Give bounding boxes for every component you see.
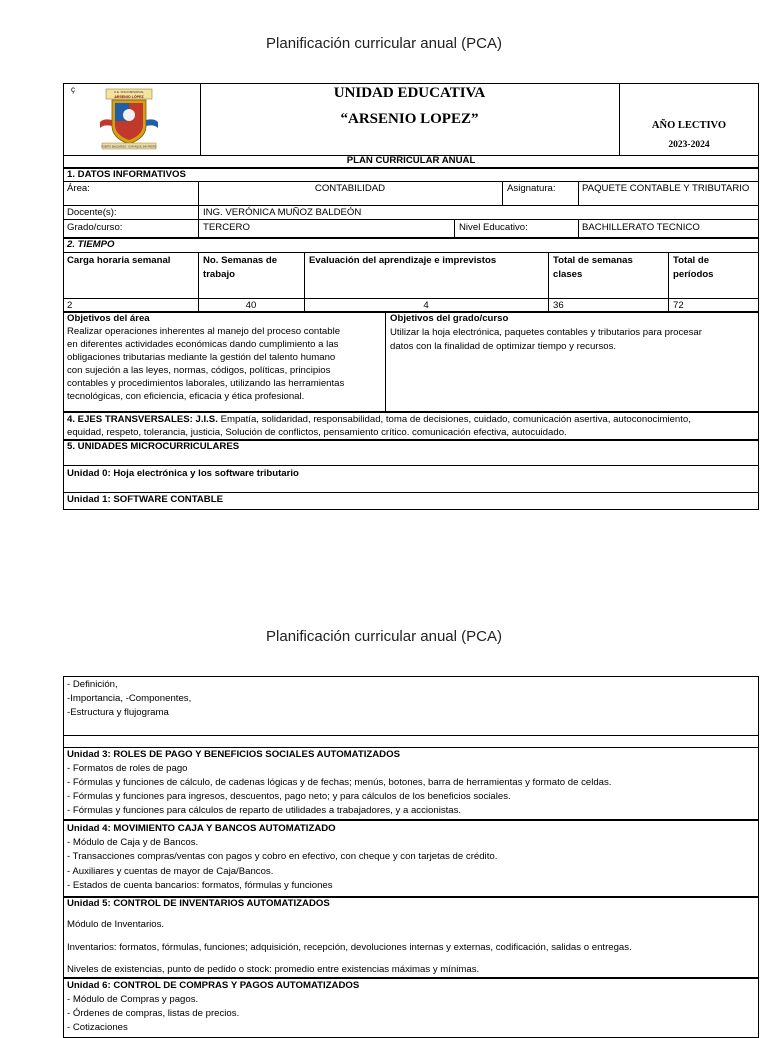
nivel-value: BACHILLERATO TECNICO: [582, 222, 700, 233]
unidad-5-item: Módulo de Inventarios.: [67, 919, 165, 930]
objetivos-area-text: Realizar operaciones inherentes al manejo del proceso contable en diferentes actividades económicas dando cumplimiento a las obligaciones tributarias mediante la gestión del talento humano con sujeción a las leyes, normas, códigos, políticas, principios contables y procedimientos laborales, utilizando las herramientas tecnológicas, con eficiencia, eficacia y ética profesional.: [67, 326, 345, 402]
logo-banner-top: U.E. FISCOMISIONAL: [113, 90, 145, 94]
tiempo-col-semanas-2: trabajo: [203, 269, 235, 280]
unidad-5-title: Unidad 5: CONTROL DE INVENTARIOS AUTOMATIZADOS: [67, 898, 330, 909]
tiempo-col-evaluacion: Evaluación del aprendizaje e imprevistos: [309, 255, 497, 266]
school-name: “ARSENIO LOPEZ”: [340, 111, 479, 127]
page-title-2: Planificación curricular anual (PCA): [266, 628, 502, 645]
tiempo-value-evaluacion: 4: [423, 300, 429, 311]
ejes-transversales-text: [67, 413, 691, 439]
tiempo-col-semanas-1: No. Semanas de: [203, 255, 278, 266]
unidad-3-item: - Fórmulas y funciones de cálculo, de cadenas lógicas y de fechas; menús, botones, barra de herramientas y formato de celdas.: [67, 777, 612, 788]
tiempo-value-carga: 2: [67, 300, 73, 311]
unidad-6-item: - Órdenes de compras, listas de precios.: [67, 1008, 240, 1019]
area-value: CONTABILIDAD: [314, 183, 386, 194]
unidades-section-title: 5. UNIDADES MICROCURRICULARES: [67, 441, 240, 452]
unidad-1-title: Unidad 1: SOFTWARE CONTABLE: [67, 494, 223, 505]
institution-title: UNIDAD EDUCATIVA: [333, 85, 486, 101]
nivel-label: Nivel Educativo:: [459, 222, 528, 233]
tiempo-col-total-semanas-2: clases: [553, 269, 583, 280]
tiempo-value-total-semanas: 36: [553, 300, 564, 311]
unidad-3-title: Unidad 3: ROLES DE PAGO Y BENEFICIOS SOCIALES AUTOMATIZADOS: [67, 749, 400, 760]
unidad-3-item: - Fórmulas y funciones para cálculos de reparto de utilidades a trabajadores, y a accionistas.: [67, 805, 462, 816]
tiempo-col-carga: Carga horaria semanal: [67, 255, 171, 266]
ejes-line-1: Empatía, solidaridad, responsabilidad, toma de decisiones, cuidado, comunicación asertiva, autoconocimiento,: [220, 414, 691, 425]
page-title: Planificación curricular anual (PCA): [266, 35, 502, 52]
school-logo: [92, 88, 166, 152]
intro-list: - Definición, -Importancia, -Componentes, -Estructura y flujograma: [67, 679, 192, 718]
unidad-4-title: Unidad 4: MOVIMIENTO CAJA Y BANCOS AUTOMATIZADO: [67, 823, 336, 834]
area-label: Área:: [67, 183, 90, 194]
objetivos-grado-text: Utilizar la hoja electrónica, paquetes contables y tributarios para procesar datos con la finalidad de optimizar tiempo y recursos.: [390, 327, 702, 353]
grado-label: Grado/curso:: [67, 222, 123, 233]
unidad-4-item: - Transacciones compras/ventas con pagos y cobro en efectivo, con cheque y con tarjetas de crédito.: [67, 851, 498, 863]
tiempo-value-periodos: 72: [673, 300, 684, 311]
tiempo-value-semanas: 40: [245, 300, 257, 311]
unidad-3-item: - Fórmulas y funciones para ingresos, descuentos, pago neto; y para cálculos de los beneficios sociales.: [67, 791, 511, 802]
unidad-6-item: - Módulo de Compras y pagos.: [67, 994, 199, 1005]
year-label: AÑO LECTIVO: [651, 120, 727, 131]
unidad-4-item: - Módulo de Caja y de Bancos.: [67, 837, 199, 849]
unidad-4-item: - Estados de cuenta bancarios: formatos, fórmulas y funciones: [67, 879, 333, 891]
unidad-5-item: Niveles de existencias, punto de pedido o stock: promedio entre existencias máximas y mínimas.: [67, 964, 480, 975]
objetivos-grado-title: Objetivos del grado/curso: [390, 313, 509, 324]
ejes-label: 4. EJES TRANSVERSALES: J.I.S.: [67, 414, 218, 425]
plan-title: PLAN CURRICULAR ANUAL: [346, 155, 476, 166]
unidad-6-title: Unidad 6: CONTROL DE COMPRAS Y PAGOS AUTOMATIZADOS: [67, 980, 360, 991]
logo-banner-bottom: PUERTO BALDIVIESO · GUAYAQUIL SAN PEDRO: [101, 145, 157, 149]
unidad-5-item: Inventarios: formatos, fórmulas, funciones; adquisición, recepción, devoluciones internas y externas, codificación, salidas o entregas.: [67, 942, 632, 953]
datos-section-title: 1. DATOS INFORMATIVOS: [67, 169, 186, 180]
objetivos-area-title: Objetivos del área: [67, 313, 150, 324]
docente-value: ING. VERÓNICA MUÑOZ BALDEÓN: [203, 207, 362, 218]
unidad-6-item: - Cotizaciones: [67, 1022, 128, 1033]
asignatura-label: Asignatura:: [507, 183, 556, 194]
unidad-4-item: - Auxiliares y cuentas de mayor de Caja/Bancos.: [67, 865, 274, 877]
logo-banner-name: ARSENIO LÓPEZ: [114, 95, 144, 99]
tiempo-col-total-semanas-1: Total de semanas: [553, 255, 633, 266]
ejes-line-2: equidad, respeto, tolerancia, justicia, Solución de conflictos, pensamiento crítico. comunicación efectiva, autocuidado.: [67, 427, 567, 438]
year-value: 2023-2024: [668, 140, 710, 150]
unidad-0-title: Unidad 0: Hoja electrónica y los software tributario: [67, 468, 299, 479]
unidad-3-item: - Formatos de roles de pago: [67, 763, 188, 774]
docente-label: Docente(s):: [67, 207, 117, 218]
tiempo-col-periodos-1: Total de: [673, 255, 710, 266]
tiempo-col-periodos-2: períodos: [673, 269, 714, 280]
asignatura-value: PAQUETE CONTABLE Y TRIBUTARIO: [582, 183, 750, 194]
grado-value: TERCERO: [203, 222, 250, 233]
tiempo-section-title: 2. TIEMPO: [67, 239, 115, 250]
corner-mark: ç: [71, 85, 75, 94]
